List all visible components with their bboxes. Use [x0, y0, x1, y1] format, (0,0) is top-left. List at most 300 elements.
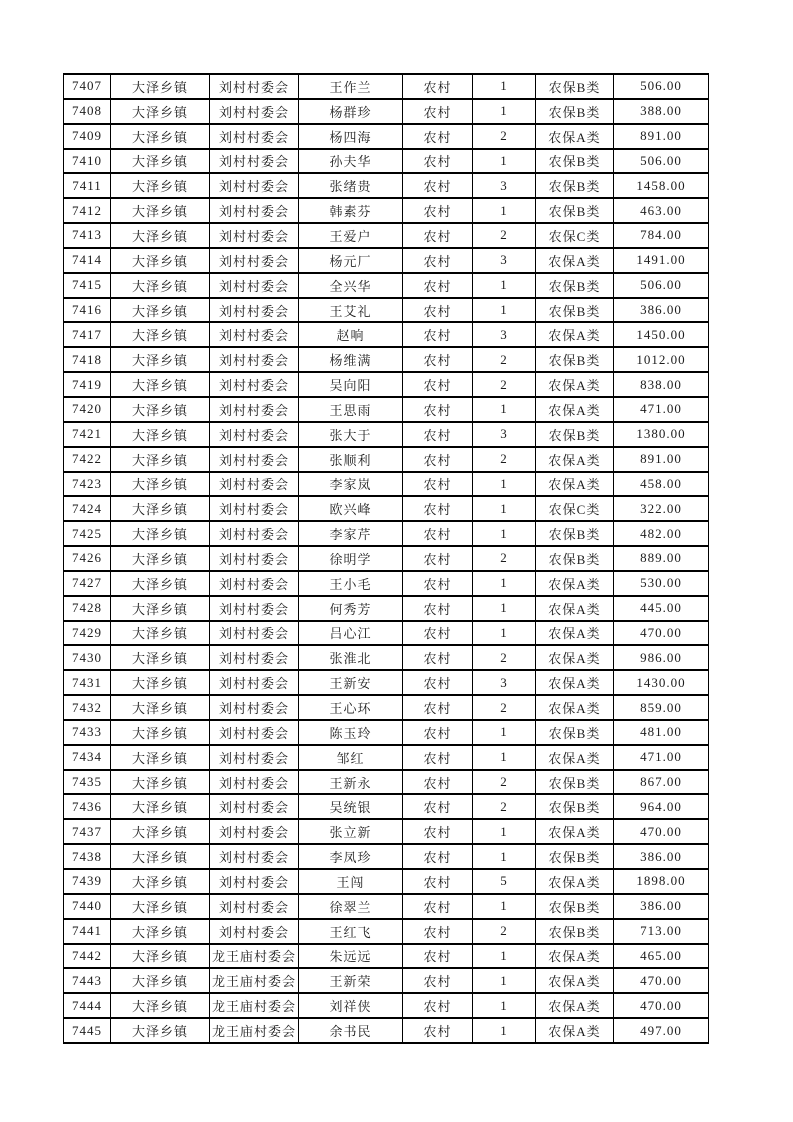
- cell-name: 王心环: [299, 695, 403, 720]
- cell-count: 1: [473, 298, 536, 323]
- cell-town: 大泽乡镇: [111, 472, 210, 497]
- cell-village: 刘村村委会: [210, 621, 299, 646]
- table-row: [64, 919, 709, 944]
- cell-village: 刘村村委会: [210, 695, 299, 720]
- table-row: [64, 770, 709, 795]
- cell-amount: 506.00: [614, 74, 709, 99]
- cell-count: 1: [473, 397, 536, 422]
- table-row: [64, 521, 709, 546]
- cell-village: 龙王庙村委会: [210, 968, 299, 993]
- cell-village: 龙王庙村委会: [210, 1018, 299, 1043]
- cell-town: 大泽乡镇: [111, 844, 210, 869]
- cell-name: 王思雨: [299, 397, 403, 422]
- cell-name: 李家岚: [299, 472, 403, 497]
- cell-village: 刘村村委会: [210, 571, 299, 596]
- cell-residence: 农村: [403, 944, 473, 969]
- cell-town: 大泽乡镇: [111, 571, 210, 596]
- cell-residence: 农村: [403, 372, 473, 397]
- cell-amount: 867.00: [614, 770, 709, 795]
- cell-town: 大泽乡镇: [111, 546, 210, 571]
- cell-name: 刘祥侠: [299, 993, 403, 1018]
- cell-residence: 农村: [403, 1018, 473, 1043]
- table-row: [64, 645, 709, 670]
- cell-id: 7434: [64, 745, 111, 770]
- cell-town: 大泽乡镇: [111, 198, 210, 223]
- table-row: [64, 720, 709, 745]
- cell-name: 杨四海: [299, 124, 403, 149]
- table-row: [64, 149, 709, 174]
- table-row: [64, 472, 709, 497]
- cell-id: 7442: [64, 944, 111, 969]
- cell-town: 大泽乡镇: [111, 1018, 210, 1043]
- cell-village: 刘村村委会: [210, 149, 299, 174]
- cell-name: 吕心江: [299, 621, 403, 646]
- cell-amount: 713.00: [614, 919, 709, 944]
- cell-residence: 农村: [403, 472, 473, 497]
- cell-count: 3: [473, 670, 536, 695]
- cell-id: 7428: [64, 596, 111, 621]
- cell-town: 大泽乡镇: [111, 273, 210, 298]
- cell-amount: 471.00: [614, 745, 709, 770]
- cell-residence: 农村: [403, 968, 473, 993]
- cell-town: 大泽乡镇: [111, 645, 210, 670]
- cell-count: 1: [473, 273, 536, 298]
- cell-name: 王新安: [299, 670, 403, 695]
- cell-residence: 农村: [403, 720, 473, 745]
- cell-count: 2: [473, 447, 536, 472]
- table-row: [64, 447, 709, 472]
- cell-residence: 农村: [403, 571, 473, 596]
- cell-name: 邹红: [299, 745, 403, 770]
- cell-amount: 1458.00: [614, 173, 709, 198]
- table-body: [64, 74, 709, 1043]
- cell-village: 刘村村委会: [210, 521, 299, 546]
- cell-village: 刘村村委会: [210, 372, 299, 397]
- cell-id: 7421: [64, 422, 111, 447]
- cell-count: 1: [473, 496, 536, 521]
- cell-id: 7441: [64, 919, 111, 944]
- cell-town: 大泽乡镇: [111, 124, 210, 149]
- cell-count: 1: [473, 596, 536, 621]
- cell-village: 刘村村委会: [210, 347, 299, 372]
- cell-id: 7427: [64, 571, 111, 596]
- cell-town: 大泽乡镇: [111, 322, 210, 347]
- cell-category: 农保A类: [536, 819, 614, 844]
- cell-town: 大泽乡镇: [111, 173, 210, 198]
- cell-town: 大泽乡镇: [111, 223, 210, 248]
- cell-residence: 农村: [403, 322, 473, 347]
- table-row: [64, 273, 709, 298]
- cell-amount: 463.00: [614, 198, 709, 223]
- cell-id: 7419: [64, 372, 111, 397]
- cell-town: 大泽乡镇: [111, 422, 210, 447]
- table-row: [64, 993, 709, 1018]
- cell-category: 农保B类: [536, 74, 614, 99]
- cell-count: 2: [473, 794, 536, 819]
- cell-id: 7408: [64, 99, 111, 124]
- cell-count: 1: [473, 894, 536, 919]
- cell-village: 龙王庙村委会: [210, 944, 299, 969]
- cell-id: 7416: [64, 298, 111, 323]
- cell-residence: 农村: [403, 298, 473, 323]
- cell-residence: 农村: [403, 124, 473, 149]
- cell-count: 1: [473, 993, 536, 1018]
- cell-category: 农保B类: [536, 894, 614, 919]
- cell-town: 大泽乡镇: [111, 149, 210, 174]
- cell-name: 赵响: [299, 322, 403, 347]
- cell-category: 农保A类: [536, 596, 614, 621]
- cell-name: 全兴华: [299, 273, 403, 298]
- cell-count: 3: [473, 422, 536, 447]
- cell-category: 农保A类: [536, 472, 614, 497]
- cell-amount: 1491.00: [614, 248, 709, 273]
- cell-village: 刘村村委会: [210, 397, 299, 422]
- cell-amount: 482.00: [614, 521, 709, 546]
- cell-category: 农保A类: [536, 1018, 614, 1043]
- cell-category: 农保B类: [536, 173, 614, 198]
- cell-residence: 农村: [403, 347, 473, 372]
- cell-amount: 1012.00: [614, 347, 709, 372]
- cell-name: 王新永: [299, 770, 403, 795]
- cell-id: 7436: [64, 794, 111, 819]
- cell-village: 刘村村委会: [210, 770, 299, 795]
- cell-village: 刘村村委会: [210, 645, 299, 670]
- cell-count: 3: [473, 248, 536, 273]
- cell-category: 农保B类: [536, 521, 614, 546]
- cell-town: 大泽乡镇: [111, 596, 210, 621]
- table-row: [64, 422, 709, 447]
- cell-category: 农保A类: [536, 869, 614, 894]
- cell-id: 7418: [64, 347, 111, 372]
- cell-category: 农保B类: [536, 422, 614, 447]
- benefits-roster-table: [63, 73, 709, 1044]
- cell-category: 农保B类: [536, 794, 614, 819]
- cell-town: 大泽乡镇: [111, 968, 210, 993]
- cell-count: 1: [473, 621, 536, 646]
- cell-count: 2: [473, 372, 536, 397]
- cell-residence: 农村: [403, 695, 473, 720]
- cell-village: 刘村村委会: [210, 894, 299, 919]
- cell-village: 刘村村委会: [210, 447, 299, 472]
- cell-town: 大泽乡镇: [111, 869, 210, 894]
- table-row: [64, 944, 709, 969]
- cell-amount: 891.00: [614, 124, 709, 149]
- cell-town: 大泽乡镇: [111, 770, 210, 795]
- cell-category: 农保B类: [536, 198, 614, 223]
- table-row: [64, 496, 709, 521]
- cell-name: 何秀芳: [299, 596, 403, 621]
- cell-town: 大泽乡镇: [111, 695, 210, 720]
- cell-category: 农保A类: [536, 993, 614, 1018]
- cell-town: 大泽乡镇: [111, 298, 210, 323]
- table-row: [64, 794, 709, 819]
- table-row: [64, 670, 709, 695]
- cell-amount: 386.00: [614, 894, 709, 919]
- cell-name: 杨群珍: [299, 99, 403, 124]
- cell-town: 大泽乡镇: [111, 74, 210, 99]
- cell-town: 大泽乡镇: [111, 919, 210, 944]
- cell-town: 大泽乡镇: [111, 347, 210, 372]
- cell-count: 1: [473, 1018, 536, 1043]
- cell-village: 龙王庙村委会: [210, 993, 299, 1018]
- cell-count: 3: [473, 322, 536, 347]
- cell-residence: 农村: [403, 621, 473, 646]
- cell-village: 刘村村委会: [210, 844, 299, 869]
- cell-amount: 1430.00: [614, 670, 709, 695]
- cell-village: 刘村村委会: [210, 99, 299, 124]
- cell-id: 7437: [64, 819, 111, 844]
- cell-category: 农保B类: [536, 298, 614, 323]
- cell-name: 杨元厂: [299, 248, 403, 273]
- cell-amount: 470.00: [614, 993, 709, 1018]
- cell-village: 刘村村委会: [210, 298, 299, 323]
- table-row: [64, 745, 709, 770]
- table-row: [64, 347, 709, 372]
- cell-id: 7438: [64, 844, 111, 869]
- table-row: [64, 372, 709, 397]
- cell-category: 农保A类: [536, 968, 614, 993]
- cell-id: 7424: [64, 496, 111, 521]
- cell-category: 农保A类: [536, 695, 614, 720]
- cell-category: 农保A类: [536, 621, 614, 646]
- cell-village: 刘村村委会: [210, 720, 299, 745]
- cell-village: 刘村村委会: [210, 546, 299, 571]
- cell-category: 农保A类: [536, 944, 614, 969]
- cell-name: 王小毛: [299, 571, 403, 596]
- cell-amount: 497.00: [614, 1018, 709, 1043]
- cell-amount: 465.00: [614, 944, 709, 969]
- cell-category: 农保A类: [536, 745, 614, 770]
- cell-category: 农保A类: [536, 372, 614, 397]
- cell-id: 7425: [64, 521, 111, 546]
- table-row: [64, 248, 709, 273]
- cell-amount: 470.00: [614, 968, 709, 993]
- cell-village: 刘村村委会: [210, 596, 299, 621]
- cell-residence: 农村: [403, 844, 473, 869]
- cell-category: 农保A类: [536, 447, 614, 472]
- cell-name: 吴统银: [299, 794, 403, 819]
- cell-amount: 470.00: [614, 819, 709, 844]
- cell-count: 1: [473, 844, 536, 869]
- cell-amount: 1380.00: [614, 422, 709, 447]
- cell-village: 刘村村委会: [210, 223, 299, 248]
- cell-name: 徐翠兰: [299, 894, 403, 919]
- cell-name: 张淮北: [299, 645, 403, 670]
- cell-count: 1: [473, 819, 536, 844]
- table-row: [64, 546, 709, 571]
- cell-village: 刘村村委会: [210, 745, 299, 770]
- cell-residence: 农村: [403, 149, 473, 174]
- cell-id: 7409: [64, 124, 111, 149]
- cell-name: 孙夫华: [299, 149, 403, 174]
- cell-count: 3: [473, 173, 536, 198]
- cell-count: 2: [473, 695, 536, 720]
- cell-town: 大泽乡镇: [111, 521, 210, 546]
- cell-count: 5: [473, 869, 536, 894]
- cell-residence: 农村: [403, 99, 473, 124]
- cell-amount: 322.00: [614, 496, 709, 521]
- cell-count: 2: [473, 919, 536, 944]
- cell-amount: 838.00: [614, 372, 709, 397]
- cell-name: 王爱户: [299, 223, 403, 248]
- cell-town: 大泽乡镇: [111, 670, 210, 695]
- cell-amount: 388.00: [614, 99, 709, 124]
- cell-id: 7413: [64, 223, 111, 248]
- cell-residence: 农村: [403, 869, 473, 894]
- table-row: [64, 596, 709, 621]
- cell-residence: 农村: [403, 919, 473, 944]
- cell-name: 杨维满: [299, 347, 403, 372]
- cell-amount: 506.00: [614, 149, 709, 174]
- cell-residence: 农村: [403, 173, 473, 198]
- cell-id: 7420: [64, 397, 111, 422]
- cell-name: 张立新: [299, 819, 403, 844]
- cell-residence: 农村: [403, 521, 473, 546]
- cell-residence: 农村: [403, 670, 473, 695]
- cell-id: 7435: [64, 770, 111, 795]
- table-row: [64, 173, 709, 198]
- cell-name: 张顺利: [299, 447, 403, 472]
- cell-village: 刘村村委会: [210, 422, 299, 447]
- cell-village: 刘村村委会: [210, 472, 299, 497]
- cell-category: 农保B类: [536, 347, 614, 372]
- cell-category: 农保A类: [536, 645, 614, 670]
- cell-id: 7431: [64, 670, 111, 695]
- cell-category: 农保A类: [536, 571, 614, 596]
- cell-village: 刘村村委会: [210, 496, 299, 521]
- cell-count: 1: [473, 74, 536, 99]
- cell-count: 2: [473, 770, 536, 795]
- cell-village: 刘村村委会: [210, 273, 299, 298]
- cell-amount: 859.00: [614, 695, 709, 720]
- cell-town: 大泽乡镇: [111, 496, 210, 521]
- cell-residence: 农村: [403, 422, 473, 447]
- cell-id: 7432: [64, 695, 111, 720]
- cell-name: 张绪贵: [299, 173, 403, 198]
- cell-category: 农保A类: [536, 124, 614, 149]
- cell-village: 刘村村委会: [210, 198, 299, 223]
- cell-village: 刘村村委会: [210, 248, 299, 273]
- cell-id: 7423: [64, 472, 111, 497]
- cell-town: 大泽乡镇: [111, 745, 210, 770]
- cell-category: 农保A类: [536, 670, 614, 695]
- cell-village: 刘村村委会: [210, 124, 299, 149]
- table-row: [64, 968, 709, 993]
- table-row: [64, 869, 709, 894]
- cell-category: 农保B类: [536, 546, 614, 571]
- cell-name: 吴向阳: [299, 372, 403, 397]
- cell-residence: 农村: [403, 397, 473, 422]
- cell-town: 大泽乡镇: [111, 621, 210, 646]
- cell-amount: 1450.00: [614, 322, 709, 347]
- cell-residence: 农村: [403, 248, 473, 273]
- cell-category: 农保B类: [536, 99, 614, 124]
- table-row: [64, 819, 709, 844]
- cell-residence: 农村: [403, 596, 473, 621]
- cell-id: 7433: [64, 720, 111, 745]
- cell-name: 陈玉玲: [299, 720, 403, 745]
- cell-town: 大泽乡镇: [111, 894, 210, 919]
- cell-residence: 农村: [403, 546, 473, 571]
- cell-id: 7429: [64, 621, 111, 646]
- cell-category: 农保A类: [536, 397, 614, 422]
- table-row: [64, 844, 709, 869]
- cell-town: 大泽乡镇: [111, 372, 210, 397]
- cell-residence: 农村: [403, 223, 473, 248]
- cell-village: 刘村村委会: [210, 173, 299, 198]
- cell-count: 1: [473, 472, 536, 497]
- cell-id: 7444: [64, 993, 111, 1018]
- table-row: [64, 1018, 709, 1043]
- table-row: [64, 571, 709, 596]
- cell-residence: 农村: [403, 198, 473, 223]
- cell-name: 余书民: [299, 1018, 403, 1043]
- cell-id: 7422: [64, 447, 111, 472]
- cell-category: 农保B类: [536, 844, 614, 869]
- cell-amount: 530.00: [614, 571, 709, 596]
- cell-category: 农保B类: [536, 770, 614, 795]
- cell-village: 刘村村委会: [210, 919, 299, 944]
- cell-amount: 445.00: [614, 596, 709, 621]
- cell-amount: 1898.00: [614, 869, 709, 894]
- table-row: [64, 198, 709, 223]
- cell-name: 李家芹: [299, 521, 403, 546]
- cell-amount: 889.00: [614, 546, 709, 571]
- cell-amount: 470.00: [614, 621, 709, 646]
- cell-amount: 386.00: [614, 298, 709, 323]
- cell-count: 1: [473, 720, 536, 745]
- cell-id: 7417: [64, 322, 111, 347]
- table-row: [64, 74, 709, 99]
- cell-id: 7411: [64, 173, 111, 198]
- cell-name: 王艾礼: [299, 298, 403, 323]
- cell-count: 1: [473, 521, 536, 546]
- table-row: [64, 124, 709, 149]
- table-row: [64, 99, 709, 124]
- cell-town: 大泽乡镇: [111, 248, 210, 273]
- cell-category: 农保B类: [536, 273, 614, 298]
- cell-town: 大泽乡镇: [111, 944, 210, 969]
- cell-id: 7414: [64, 248, 111, 273]
- cell-id: 7443: [64, 968, 111, 993]
- cell-amount: 458.00: [614, 472, 709, 497]
- cell-count: 2: [473, 347, 536, 372]
- cell-count: 2: [473, 645, 536, 670]
- cell-count: 1: [473, 149, 536, 174]
- cell-id: 7410: [64, 149, 111, 174]
- cell-residence: 农村: [403, 794, 473, 819]
- cell-residence: 农村: [403, 273, 473, 298]
- cell-name: 李凤珍: [299, 844, 403, 869]
- cell-id: 7407: [64, 74, 111, 99]
- cell-residence: 农村: [403, 496, 473, 521]
- cell-count: 1: [473, 968, 536, 993]
- cell-village: 刘村村委会: [210, 794, 299, 819]
- cell-town: 大泽乡镇: [111, 720, 210, 745]
- cell-amount: 964.00: [614, 794, 709, 819]
- cell-count: 2: [473, 546, 536, 571]
- cell-residence: 农村: [403, 645, 473, 670]
- cell-id: 7415: [64, 273, 111, 298]
- cell-village: 刘村村委会: [210, 819, 299, 844]
- table-row: [64, 894, 709, 919]
- cell-name: 王红飞: [299, 919, 403, 944]
- cell-name: 徐明学: [299, 546, 403, 571]
- cell-residence: 农村: [403, 74, 473, 99]
- cell-town: 大泽乡镇: [111, 447, 210, 472]
- cell-count: 2: [473, 223, 536, 248]
- cell-id: 7426: [64, 546, 111, 571]
